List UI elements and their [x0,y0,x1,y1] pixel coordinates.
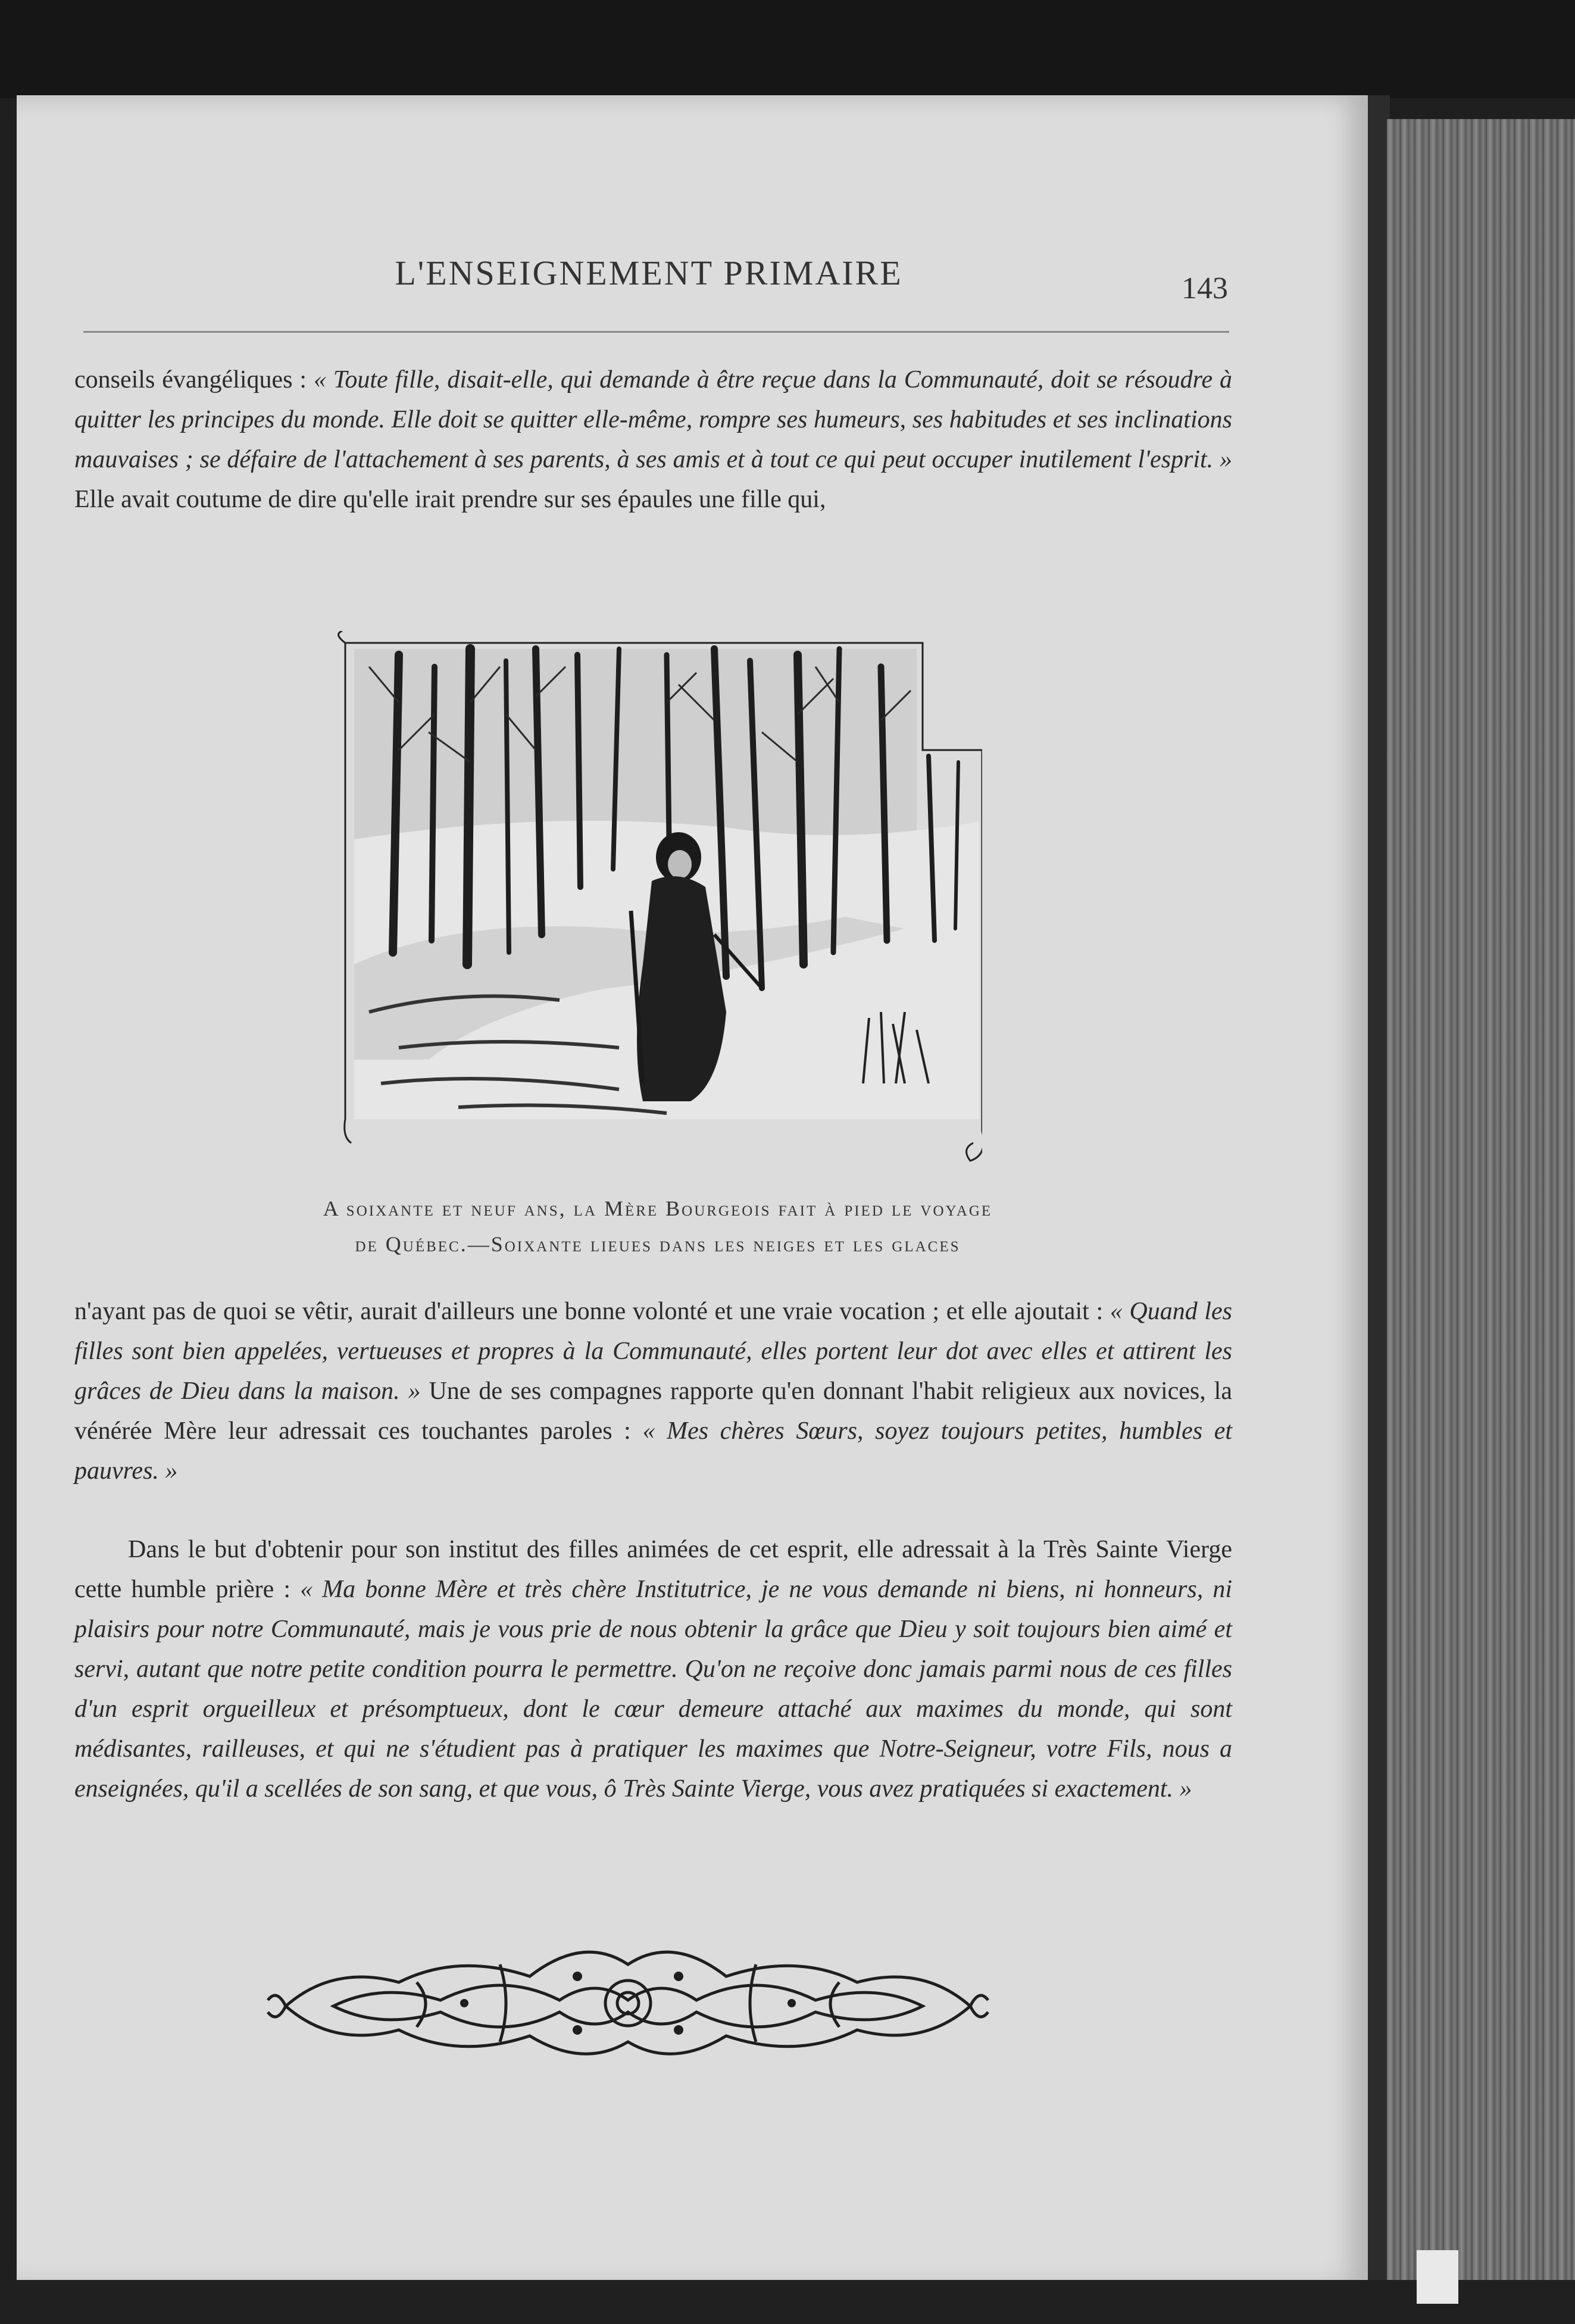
running-head: L'ENSEIGNEMENT PRIMAIRE [395,254,903,292]
caption-line-1: A soixante et neuf ans, la Mère Bourgeois fait à pied le voyage [323,1197,993,1220]
paragraph-2-lead: n'ayant pas de quoi se vêtir, aurait d'ailleurs une bonne volonté et une vraie vocation ; et elle ajoutait : [74,1298,1110,1325]
caption-line-2: de Québec.—Soixante lieues dans les neiges et les glaces [355,1232,961,1256]
book-page-edges [1387,119,1575,2324]
scan-top-border [0,0,1575,98]
tailpiece-ornament [262,1929,994,2069]
paragraph-1-tail: Elle avait coutume de dire qu'elle irait prendre sur ses épaules une fille qui, [74,486,826,513]
page-number: 143 [1182,271,1228,305]
header-rule [83,331,1229,333]
paragraph-2 [74,1292,1232,1491]
paragraph-2-quote-2: « Mes chères Sœurs, soyez toujours petites, humbles et pauvres. » [74,1417,1232,1485]
scan-corner-mark [1417,2250,1458,2304]
illustration-caption [143,1191,1173,1262]
paragraph-2-middle: Une de ses compagnes rapporte qu'en donnant l'habit religieux aux novices, la vénérée Mère leur adressait ces touchantes paroles : [74,1377,1232,1445]
paragraph-3-lead: Dans le but d'obtenir pour son institut des filles animées de cet esprit, elle adressait à la Très Sainte Vierge cette humble prière : [74,1536,1232,1603]
paragraph-1-lead: conseils évangéliques : [74,366,314,393]
paragraph-3-quote: « Ma bonne Mère et très chère Institutrice, je ne vous demande ni biens, ni honneurs, ni plaisirs pour notre Communauté, mais je vous prie de nous obtenir la grâce que Dieu y soit toujours bien aimé et servi, autant que notre petite condition pourra le permettre. Qu'on ne reçoive donc jamais parmi nous de ces filles d'un esprit orgueilleux et présomptueux, dont le cœur demeure attaché aux maximes du monde, qui sont médisantes, railleuses, et qui ne s'étudient pas à pratiquer les maximes que Notre-Seigneur, votre Fils, nous a enseignées, qu'il a scellées de son sang, et que vous, ô Très Sainte Vierge, vous avez pratiquées si exactement. » [74,1576,1232,1803]
paragraph-2-quote-1: « Quand les filles sont bien appelées, vertueuses et propres à la Communauté, elles portent leur dot avec elles et attirent les grâces de Dieu dans la maison. » [74,1298,1232,1405]
paragraph-3 [74,1530,1232,1809]
winter-walk-engraving [310,631,982,1197]
scan-bottom-border [0,2280,1575,2324]
paragraph-1-quote: « Toute fille, disait-elle, qui demande à être reçue dans la Communauté, doit se résoudre à quitter les principes du monde. Elle doit se quitter elle-même, rompre ses humeurs, ses habitudes et ses inclinations mauvaises ; se défaire de l'attachement à ses parents, à ses amis et à tout ce qui peut occuper inutilement l'esprit. » [74,366,1233,473]
paragraph-1 [74,360,1232,520]
